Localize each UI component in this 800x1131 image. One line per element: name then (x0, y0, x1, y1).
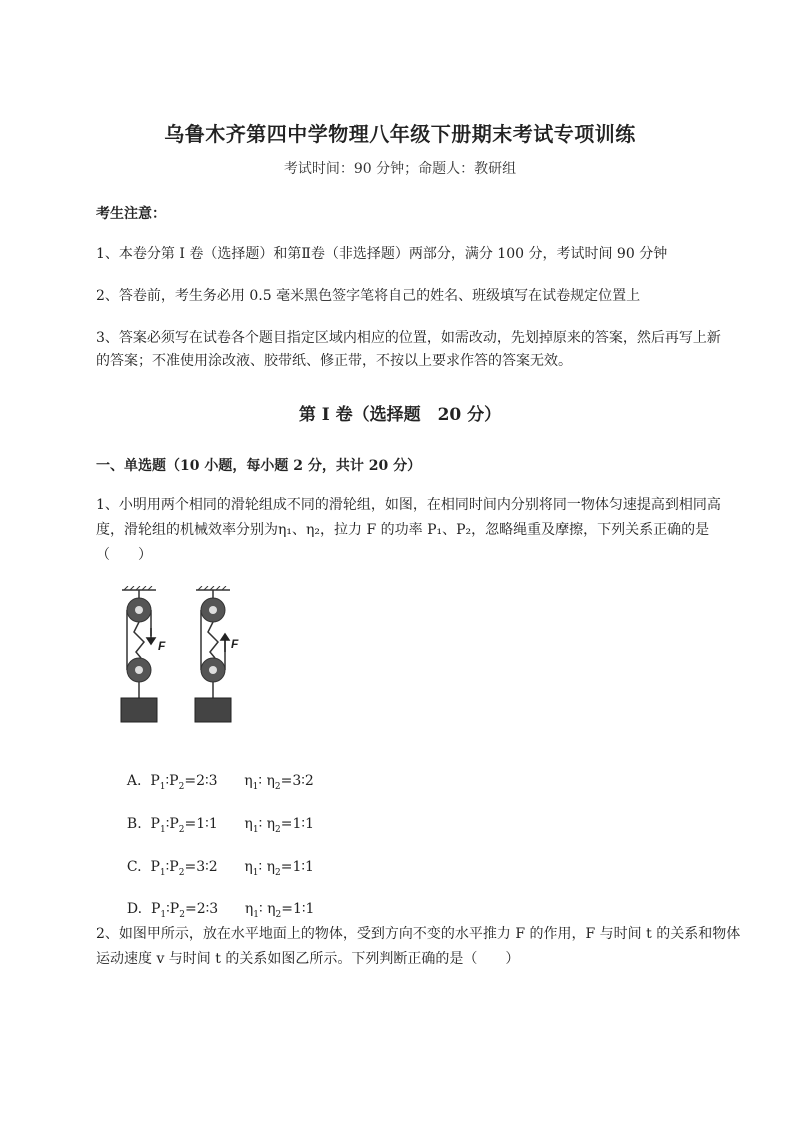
exam-info: 考试时间：90 分钟；命题人：教研组 (283, 161, 517, 177)
option-d[interactable]: D. $P_1∶P_2=2∶3$ $\eta_1∶$ $\eta_2=1∶1$ (126, 901, 315, 920)
question-1-stem: 1、小明用两个相同的滑轮组成不同的滑轮组，如图，在相同时间内分别将同一物体匀速提高到相同高度，滑轮组的机械效率分别为η₁、η₂，拉力 F 的功率 P₁、P₂，忽略绳重及摩擦，下列关系正确的是（ ） (96, 497, 721, 563)
option-letter: A. (126, 773, 142, 789)
notice-item-3: 3、答案必须写在试卷各个题目指定区域内相应的位置，如需改动，先划掉原来的答案，然后再写上新的答案；不准使用涂改液、胶带纸、修正带，不按以上要求作答的答案无效。 (96, 330, 721, 369)
option-letter: D. (126, 901, 143, 917)
force-label-right: F (231, 637, 239, 651)
option-letter: C. (126, 859, 142, 875)
notice-item-1: 1、本卷分第 I 卷（选择题）和第Ⅱ卷（非选择题）两部分，满分 100 分，考试时间 90 分钟 (96, 246, 668, 262)
efficiency-ratio: 3∶2 (292, 773, 314, 789)
pulley-figure (114, 586, 254, 726)
power-ratio: 2∶3 (196, 901, 219, 917)
option-c[interactable]: C. $P_1∶P_2=3∶2$ $\eta_1∶$ $\eta_2=1∶1$ (126, 859, 314, 878)
page-title: 乌鲁木齐第四中学物理八年级下册期末考试专项训练 (164, 122, 636, 146)
power-ratio: 1∶1 (196, 816, 218, 832)
efficiency-ratio: 1∶1 (292, 859, 314, 875)
efficiency-ratio: 1∶1 (292, 901, 315, 917)
power-ratio: 3∶2 (196, 859, 218, 875)
force-label-left: F (158, 639, 166, 653)
notice-item-2: 2、答卷前，考生务必用 0.5 毫米黑色签字笔将自己的姓名、班级填写在试卷规定位置上 (96, 288, 641, 304)
part-heading: 一、单选题（10 小题，每小题 2 分，共计 20 分） (96, 458, 422, 474)
option-letter: B. (126, 816, 142, 832)
option-b[interactable]: B. $P_1∶P_2=1∶1$ $\eta_1∶$ $\eta_2=1∶1$ (126, 816, 314, 835)
notice-heading: 考生注意： (96, 206, 166, 222)
efficiency-ratio: 1∶1 (292, 816, 314, 832)
option-a[interactable]: A. $P_1∶P_2=2∶3$ $\eta_1∶$ $\eta_2=3∶2$ (126, 773, 314, 792)
power-ratio: 2∶3 (196, 773, 218, 789)
section-title: 第 I 卷（选择题 20 分） (298, 405, 502, 425)
question-2-stem: 2、如图甲所示，放在水平地面上的物体，受到方向不变的水平推力 F 的作用，F 与时间 t 的关系和物体运动速度 v 与时间 t 的关系如图乙所示。下列判断正确的是（ ） (96, 926, 741, 967)
